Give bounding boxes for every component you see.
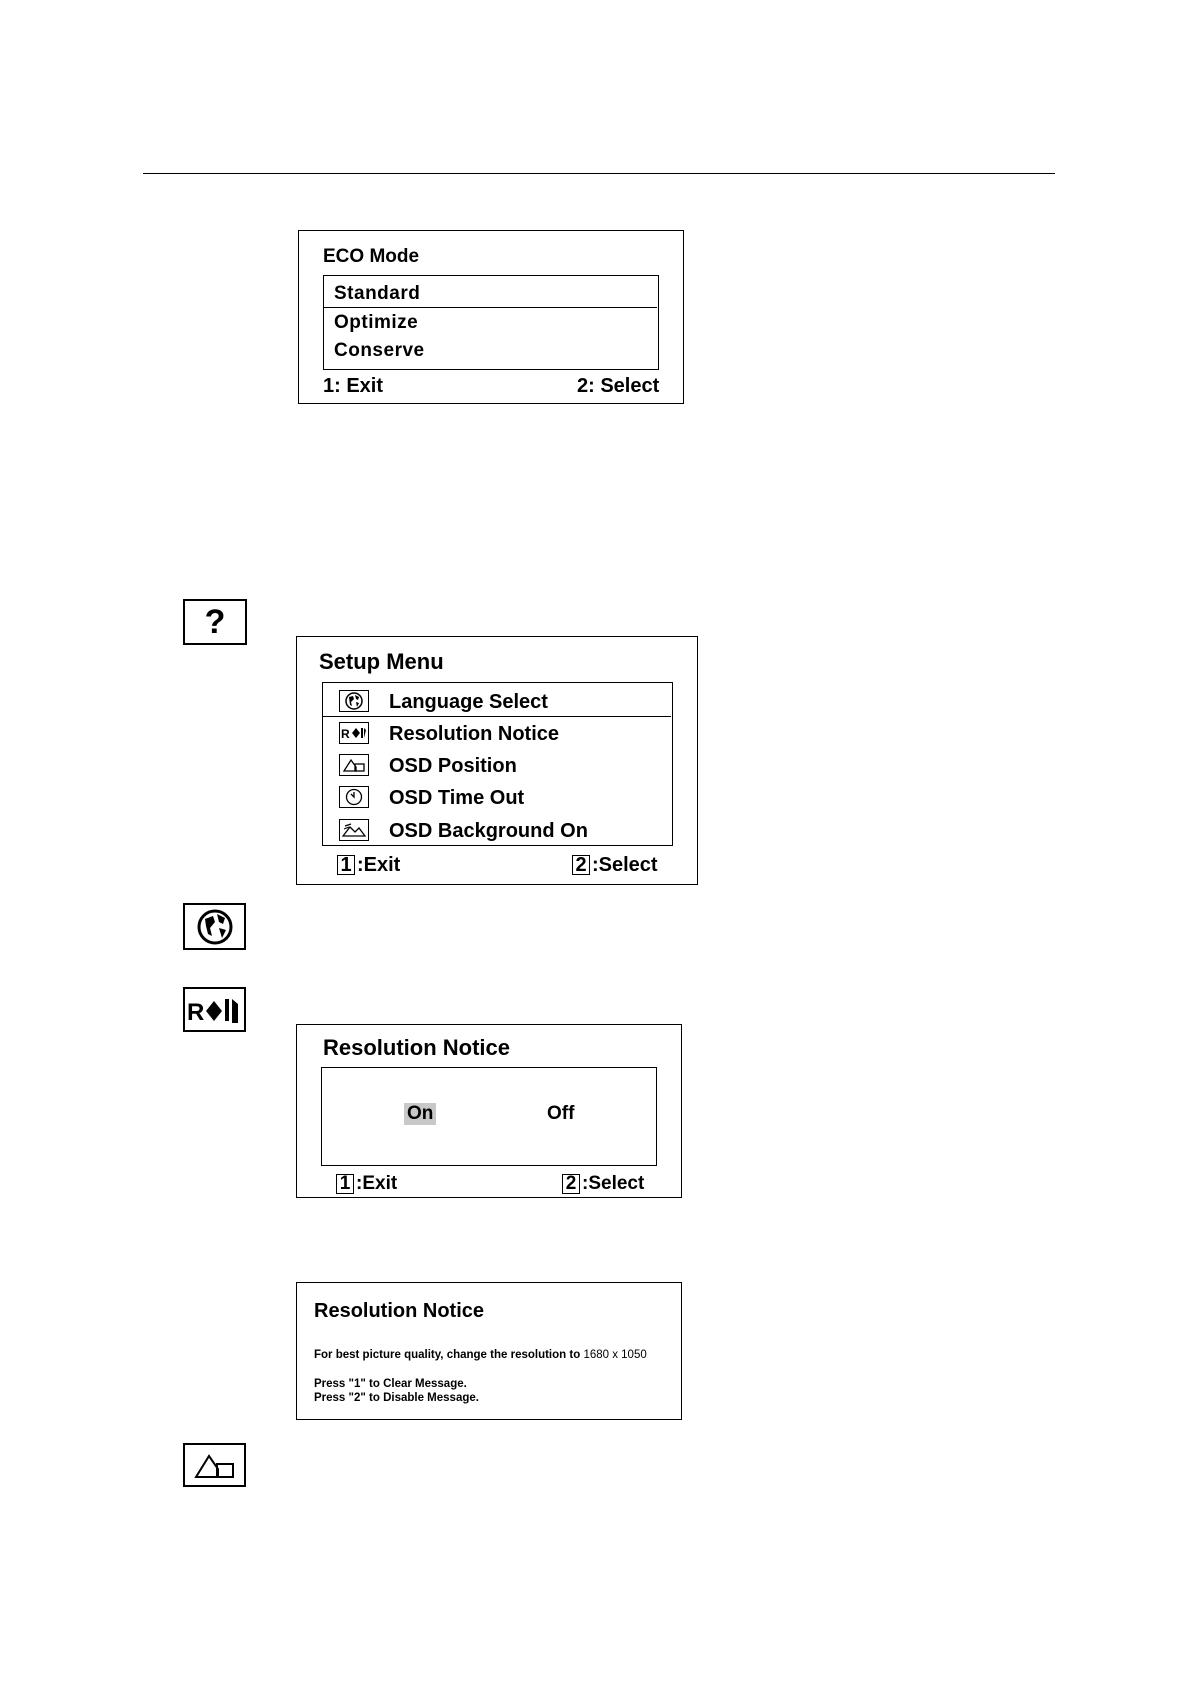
eco-exit-hint: 1: Exit	[323, 375, 384, 397]
select-key: 2	[562, 1174, 580, 1194]
eco-options-list	[323, 275, 659, 370]
globe-icon	[339, 690, 369, 712]
exit-label: :Exit	[356, 1173, 398, 1194]
resolution-notice-margin-icon	[183, 987, 246, 1032]
eco-option-conserve[interactable]: Conserve	[334, 340, 425, 361]
eco-mode-osd	[298, 230, 684, 404]
resolution-message-box	[296, 1282, 682, 1420]
osd-position-icon	[339, 754, 369, 776]
press-2-instruction: Press "2" to Disable Message.	[314, 1392, 479, 1404]
resolution-notice-icon	[339, 722, 369, 744]
resolution-message-line: For best picture quality, change the resolution to 1680 x 1050	[314, 1349, 647, 1361]
resolution-option-on[interactable]: On	[404, 1103, 436, 1125]
setup-select-hint	[572, 854, 658, 877]
setup-item-osd-background-on[interactable]: OSD Background On	[389, 820, 588, 842]
question-glyph: ?	[204, 603, 226, 641]
resolution-option-off[interactable]: Off	[547, 1103, 575, 1124]
resolution-notice-title: Resolution Notice	[323, 1035, 511, 1060]
setup-item-osd-time-out[interactable]: OSD Time Out	[389, 787, 525, 809]
setup-item-osd-position[interactable]: OSD Position	[389, 755, 517, 777]
eco-select-hint: 2: Select	[577, 375, 660, 397]
resolution-notice-osd	[296, 1024, 682, 1198]
resolution-exit-hint	[336, 1173, 397, 1195]
osd-position-margin-icon	[183, 1443, 246, 1487]
select-key: 2	[572, 855, 590, 875]
setup-item-resolution-notice[interactable]: Resolution Notice	[389, 723, 560, 745]
resolution-message-title: Resolution Notice	[314, 1300, 485, 1322]
press-1-instruction: Press "1" to Clear Message.	[314, 1378, 467, 1390]
exit-key: 1	[336, 1174, 354, 1194]
recommended-resolution: 1680 x 1050	[583, 1349, 647, 1361]
setup-menu-title: Setup Menu	[319, 649, 444, 674]
exit-label: :Exit	[357, 854, 401, 876]
background-icon	[339, 819, 369, 841]
svg-text:R: R	[341, 727, 350, 741]
eco-option-standard[interactable]: Standard	[334, 283, 421, 304]
clock-icon	[339, 786, 369, 808]
language-globe-icon	[183, 903, 246, 950]
select-label: :Select	[582, 1173, 645, 1194]
setup-items-list	[322, 682, 673, 846]
help-icon	[183, 599, 247, 645]
setup-item-language-select[interactable]: Language Select	[389, 691, 548, 713]
setup-menu-osd	[296, 636, 698, 885]
setup-exit-hint	[337, 854, 400, 877]
header-rule	[143, 173, 1055, 174]
eco-option-optimize[interactable]: Optimize	[334, 312, 419, 333]
select-label: :Select	[592, 854, 658, 876]
eco-mode-title: ECO Mode	[323, 246, 420, 267]
resolution-r-glyph: R	[186, 998, 204, 1026]
resolution-notice-options	[321, 1067, 657, 1166]
resolution-select-hint	[562, 1173, 644, 1195]
exit-key: 1	[337, 855, 355, 875]
